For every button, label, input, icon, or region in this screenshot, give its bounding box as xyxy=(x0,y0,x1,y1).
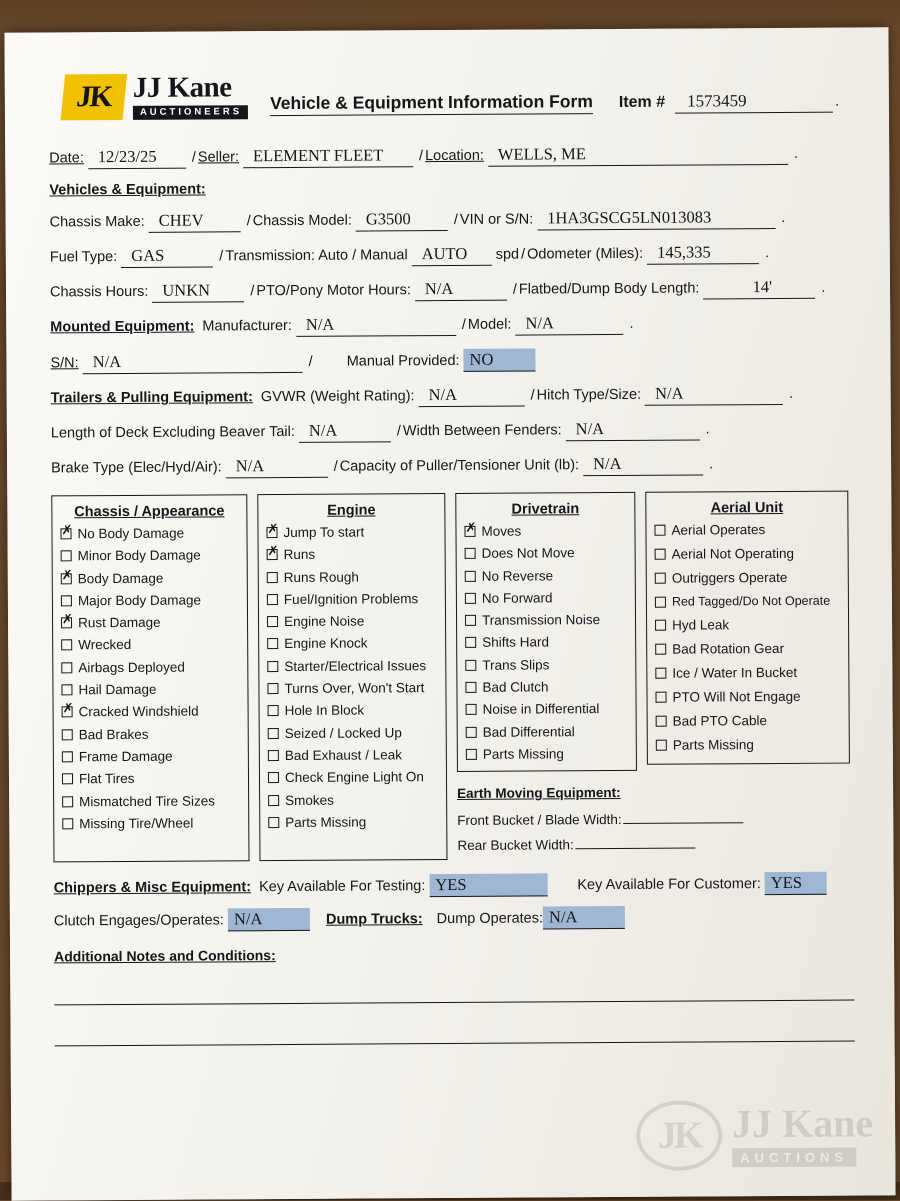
fenders-width-value[interactable]: N/A xyxy=(566,418,700,441)
fuel-type-value[interactable]: GAS xyxy=(121,245,213,268)
checkbox-icon[interactable] xyxy=(62,796,73,807)
key-testing-value[interactable]: YES xyxy=(429,873,547,897)
checkbox-row[interactable] xyxy=(465,568,627,584)
front-bucket-row xyxy=(457,809,637,828)
checkbox-row[interactable] xyxy=(267,658,437,674)
mounted-model-label: Model: xyxy=(467,316,512,333)
gvwr-label: GVWR (Weight Rating): xyxy=(260,388,415,406)
checkbox-row[interactable] xyxy=(267,569,437,585)
dump-operates-label: Dump Operates: xyxy=(436,910,544,928)
row-fuel-transmission xyxy=(50,242,850,269)
checkbox-row[interactable] xyxy=(267,636,437,652)
checkbox-row[interactable] xyxy=(466,724,628,740)
seller-label: Seller: xyxy=(197,149,240,166)
checkbox-label: Engine Noise xyxy=(283,613,365,630)
location-label: Location: xyxy=(424,147,484,165)
logo-company-tagline: AUCTIONEERS xyxy=(133,105,248,119)
checkbox-row[interactable] xyxy=(655,617,840,633)
checkbox-icon[interactable] xyxy=(62,707,73,718)
checkbox-label: Airbags Deployed xyxy=(78,659,185,676)
sep-6: / xyxy=(521,246,526,263)
sep-7: / xyxy=(250,283,255,300)
checkbox-label: No Reverse xyxy=(481,567,554,584)
sep-10: / xyxy=(308,353,313,370)
panel-title-aerial: Aerial Unit xyxy=(710,499,784,517)
dump-trucks-label: Dump Trucks: xyxy=(325,911,423,928)
checkbox-icon[interactable] xyxy=(655,644,666,655)
checkbox-row[interactable] xyxy=(62,793,240,809)
checkbox-icon[interactable] xyxy=(267,549,278,560)
checkbox-icon[interactable] xyxy=(267,661,278,672)
checkbox-label: Wrecked xyxy=(78,637,132,653)
checkbox-label: Missing Tire/Wheel xyxy=(79,815,194,832)
checkbox-row[interactable] xyxy=(465,545,627,561)
checkbox-row[interactable] xyxy=(267,591,437,607)
item-number-label: Item # xyxy=(618,93,666,111)
dot-hitch: . xyxy=(789,385,794,402)
checkbox-icon[interactable] xyxy=(268,817,279,828)
watermark-jk-icon: JK xyxy=(636,1100,722,1171)
checkbox-icon[interactable] xyxy=(655,596,666,607)
checkbox-row[interactable] xyxy=(655,570,840,586)
checkbox-label: Minor Body Damage xyxy=(77,547,201,564)
checkbox-label: Bad Clutch xyxy=(482,679,549,695)
dot-location: . xyxy=(793,145,798,162)
checkbox-row[interactable] xyxy=(655,546,840,562)
checkbox-icon[interactable] xyxy=(654,525,665,536)
key-testing-label: Key Available For Testing: xyxy=(259,878,426,896)
notes-line-1[interactable] xyxy=(54,972,854,1006)
sep-8: / xyxy=(512,281,517,298)
checkbox-row[interactable] xyxy=(656,713,841,729)
chassis-model-value[interactable]: G3500 xyxy=(356,209,448,232)
checkbox-icon[interactable] xyxy=(268,772,279,783)
checkbox-icon[interactable] xyxy=(466,749,477,760)
clutch-label: Clutch Engages/Operates: xyxy=(53,912,224,930)
checkbox-label: Fuel/Ignition Problems xyxy=(283,591,419,607)
sn-value[interactable]: N/A xyxy=(83,351,303,374)
checkbox-icon[interactable] xyxy=(62,729,73,740)
logo-company-name: JJ Kane xyxy=(132,71,232,105)
watermark-sub: AUCTIONS xyxy=(732,1147,856,1167)
checkbox-row[interactable] xyxy=(62,815,240,831)
row-mounted-equipment xyxy=(50,312,850,339)
earth-moving-title: Earth Moving Equipment: xyxy=(457,784,621,801)
section-vehicles-equipment xyxy=(49,178,849,199)
checkbox-row[interactable] xyxy=(465,612,627,628)
title-block xyxy=(270,90,849,117)
checkbox-label: Red Tagged/Do Not Operate xyxy=(671,593,831,609)
panel-title-drivetrain: Drivetrain xyxy=(511,501,580,518)
checkbox-label: Bad Differential xyxy=(482,723,575,740)
checkbox-label: Runs Rough xyxy=(283,569,359,585)
checkbox-icon[interactable] xyxy=(465,682,476,693)
checkbox-icon[interactable] xyxy=(62,818,73,829)
deck-length-label: Length of Deck Excluding Beaver Tail: xyxy=(50,423,295,442)
checkbox-row[interactable] xyxy=(61,614,239,630)
checkbox-label: Rust Damage xyxy=(78,614,161,631)
checkbox-row[interactable] xyxy=(61,659,239,675)
checkbox-row[interactable] xyxy=(61,548,239,564)
checkbox-row[interactable] xyxy=(655,594,840,609)
dump-operates-value[interactable]: N/A xyxy=(543,906,625,930)
chassis-hours-value[interactable]: UNKN xyxy=(152,280,244,303)
checkbox-row[interactable] xyxy=(465,634,627,650)
panel-chassis-appearance xyxy=(51,494,249,862)
checkbox-icon[interactable] xyxy=(268,795,279,806)
panel-engine xyxy=(257,493,447,861)
checkbox-row[interactable] xyxy=(464,523,626,539)
dot-body-length: . xyxy=(821,279,826,296)
row-hours-body xyxy=(50,277,850,304)
pto-hours-label: PTO/Pony Motor Hours: xyxy=(256,282,411,300)
chippers-label: Chippers & Misc Equipment: xyxy=(53,879,252,897)
checkbox-label: Bad Brakes xyxy=(78,726,149,742)
sep-1: / xyxy=(191,149,196,166)
drivetrain-column xyxy=(455,492,637,860)
checkbox-icon[interactable] xyxy=(60,528,71,539)
manufacturer-label: Manufacturer: xyxy=(202,317,292,335)
additional-notes-label: Additional Notes and Conditions: xyxy=(54,947,276,965)
checkbox-icon[interactable] xyxy=(267,572,278,583)
sep-5: / xyxy=(219,248,224,265)
checkbox-icon[interactable] xyxy=(655,573,666,584)
hitch-value[interactable]: N/A xyxy=(645,383,783,406)
checkbox-icon[interactable] xyxy=(655,692,666,703)
chassis-make-label: Chassis Make: xyxy=(49,213,145,231)
checkbox-label: No Forward xyxy=(481,590,553,606)
seller-value[interactable]: ELEMENT FLEET xyxy=(243,145,413,168)
checkbox-label: PTO Will Not Engage xyxy=(672,688,801,705)
checkbox-label: Parts Missing xyxy=(672,737,754,753)
checkbox-label: Trans Slips xyxy=(482,657,550,673)
hitch-label: Hitch Type/Size: xyxy=(536,386,642,404)
earth-moving-section xyxy=(457,785,637,853)
manufacturer-value[interactable]: N/A xyxy=(296,314,456,337)
checkbox-row[interactable] xyxy=(266,524,436,540)
brake-type-value[interactable]: N/A xyxy=(226,456,328,479)
odometer-value[interactable]: 145,335 xyxy=(647,242,759,265)
checkbox-row[interactable] xyxy=(61,592,239,608)
checkbox-icon[interactable] xyxy=(655,668,666,679)
item-trailing-dot: . xyxy=(835,93,840,110)
row-brake-capacity xyxy=(51,453,851,480)
watermark-name: JJ Kane xyxy=(731,1099,874,1146)
key-customer-value[interactable]: YES xyxy=(765,872,827,895)
panel-title-chassis: Chassis / Appearance xyxy=(74,503,225,521)
location-value[interactable]: WELLS, ME xyxy=(488,143,788,167)
jj-kane-logo xyxy=(63,73,248,120)
form-content xyxy=(49,68,855,1047)
checkbox-icon[interactable] xyxy=(466,704,477,715)
capacity-value[interactable]: N/A xyxy=(583,453,703,476)
checkbox-icon[interactable] xyxy=(267,594,278,605)
odometer-label: Odometer (Miles): xyxy=(527,245,644,263)
vin-label: VIN or S/N: xyxy=(459,211,534,228)
form-document xyxy=(4,27,895,1200)
checkbox-row[interactable] xyxy=(61,681,239,697)
sep-13: / xyxy=(333,458,338,475)
rear-bucket-label: Rear Bucket Width: xyxy=(457,837,574,853)
brake-type-label: Brake Type (Elec/Hyd/Air): xyxy=(51,459,222,477)
date-label: Date: xyxy=(49,150,84,167)
rear-bucket-row xyxy=(457,834,637,853)
checkbox-row[interactable] xyxy=(655,689,840,705)
sep-9: / xyxy=(461,316,466,333)
checkbox-label: Parts Missing xyxy=(482,746,564,762)
row-date-seller-location xyxy=(49,143,849,170)
checkbox-label: Aerial Not Operating xyxy=(671,545,794,562)
gvwr-value[interactable]: N/A xyxy=(418,385,524,408)
checkbox-icon[interactable] xyxy=(465,570,476,581)
checkbox-row[interactable] xyxy=(466,701,628,717)
checkbox-row[interactable] xyxy=(655,665,840,681)
panel-aerial-unit xyxy=(645,491,850,765)
front-bucket-label: Front Bucket / Blade Width: xyxy=(457,811,622,828)
checkbox-icon[interactable] xyxy=(61,640,72,651)
checkbox-row[interactable] xyxy=(267,613,437,629)
checkbox-row[interactable] xyxy=(655,641,840,657)
body-length-label: Flatbed/Dump Body Length: xyxy=(518,280,700,298)
logo-text xyxy=(133,73,248,119)
form-header xyxy=(49,68,849,135)
row-chippers xyxy=(54,872,854,900)
transmission-label: Transmission: Auto / Manual xyxy=(225,247,408,265)
notes-line-2[interactable] xyxy=(54,1013,854,1047)
checkbox-label: Flat Tires xyxy=(78,771,135,787)
checkbox-icon[interactable] xyxy=(62,751,73,762)
checkbox-row[interactable] xyxy=(465,657,627,673)
checkbox-label: Shifts Hard xyxy=(482,634,550,651)
checkbox-label: Moves xyxy=(481,523,522,539)
checkbox-row[interactable] xyxy=(654,522,839,538)
checkbox-label: Hole In Block xyxy=(284,702,365,719)
checkbox-icon[interactable] xyxy=(466,727,477,738)
sep-3: / xyxy=(246,213,251,230)
dot-model: . xyxy=(629,315,634,332)
clutch-value[interactable]: N/A xyxy=(228,908,310,932)
checkbox-label: Check Engine Light On xyxy=(284,769,424,786)
front-bucket-value[interactable] xyxy=(624,808,744,824)
fuel-type-label: Fuel Type: xyxy=(49,249,118,266)
checkbox-row[interactable] xyxy=(62,748,240,764)
jk-monogram-icon: JK xyxy=(61,74,128,120)
dot-capacity: . xyxy=(709,456,714,473)
pto-hours-value[interactable]: N/A xyxy=(415,279,507,302)
checkbox-row[interactable] xyxy=(268,702,438,718)
vin-value[interactable]: 1HA3GSCG5LN013083 xyxy=(537,207,775,230)
checkbox-label: Cracked Windshield xyxy=(78,703,199,720)
checkbox-row[interactable] xyxy=(465,679,627,695)
mounted-model-value[interactable]: N/A xyxy=(515,313,623,336)
checkbox-row[interactable] xyxy=(465,590,627,606)
checkbox-label: Starter/Electrical Issues xyxy=(284,657,427,674)
checkbox-icon[interactable] xyxy=(61,662,72,673)
checkbox-icon[interactable] xyxy=(268,705,279,716)
dot-vin: . xyxy=(781,209,786,226)
section-mounted-label: Mounted Equipment: xyxy=(50,318,195,336)
checkbox-icon[interactable] xyxy=(465,548,476,559)
checkbox-label: Does Not Move xyxy=(481,545,575,562)
sn-label: S/N: xyxy=(50,355,79,372)
checkbox-row[interactable] xyxy=(268,747,438,763)
checkbox-icon[interactable] xyxy=(465,593,476,604)
checkbox-icon[interactable] xyxy=(465,637,476,648)
sep-11: / xyxy=(530,387,535,404)
checkbox-row[interactable] xyxy=(62,704,240,720)
page-title: Vehicle & Equipment Information Form xyxy=(270,91,593,116)
deck-length-value[interactable]: N/A xyxy=(299,420,391,443)
checkbox-icon[interactable] xyxy=(465,615,476,626)
checkbox-label: Mismatched Tire Sizes xyxy=(79,793,215,809)
checkbox-label: Smokes xyxy=(285,792,334,808)
speed-label: spd xyxy=(495,246,520,263)
inspection-checklists xyxy=(51,491,853,863)
panel-title-engine: Engine xyxy=(327,502,376,519)
checkbox-label: Noise in Differential xyxy=(482,701,600,718)
checkbox-icon[interactable] xyxy=(465,660,476,671)
checkbox-row[interactable] xyxy=(656,737,841,753)
checkbox-label: Engine Knock xyxy=(284,635,368,652)
row-clutch-dump xyxy=(54,905,854,933)
checkbox-icon[interactable] xyxy=(267,683,278,694)
checkbox-label: Transmission Noise xyxy=(481,612,601,628)
checkbox-label: Hyd Leak xyxy=(672,617,730,633)
checkbox-icon[interactable] xyxy=(266,527,277,538)
checkbox-label: Aerial Operates xyxy=(671,522,766,538)
sep-4: / xyxy=(453,211,458,228)
checkbox-row[interactable] xyxy=(62,726,240,742)
checkbox-icon[interactable] xyxy=(268,728,279,739)
checkbox-label: Bad PTO Cable xyxy=(672,713,768,729)
checkbox-row[interactable] xyxy=(267,546,437,562)
jj-kane-watermark xyxy=(636,1099,874,1170)
chassis-hours-label: Chassis Hours: xyxy=(49,283,149,301)
transmission-value[interactable]: AUTO xyxy=(412,244,492,266)
checkbox-icon[interactable] xyxy=(656,716,667,727)
row-trailers xyxy=(51,383,851,410)
dot-fenders: . xyxy=(705,421,710,438)
checkbox-row[interactable] xyxy=(60,525,238,541)
item-number-value: 1573459 xyxy=(675,91,833,114)
checkbox-label: Parts Missing xyxy=(285,814,367,830)
chassis-make-value[interactable]: CHEV xyxy=(149,210,241,233)
checkbox-row[interactable] xyxy=(268,769,438,785)
checkbox-label: Body Damage xyxy=(77,570,164,586)
checkbox-icon[interactable] xyxy=(656,740,667,751)
bottom-section xyxy=(54,872,855,1047)
rear-bucket-value[interactable] xyxy=(576,833,696,849)
manual-provided-value[interactable]: NO xyxy=(463,348,535,371)
checkbox-label: Jump To start xyxy=(283,524,365,541)
checkbox-row[interactable] xyxy=(268,792,438,808)
checkbox-icon[interactable] xyxy=(655,620,666,631)
checkbox-label: No Body Damage xyxy=(77,525,185,542)
row-deck-fenders xyxy=(51,418,851,445)
dot-odometer: . xyxy=(765,245,770,262)
section-trailers-label: Trailers & Pulling Equipment: xyxy=(50,389,253,407)
checkbox-row[interactable] xyxy=(61,637,239,653)
watermark-text xyxy=(731,1099,874,1167)
checkbox-label: Outriggers Operate xyxy=(671,569,788,586)
checkbox-row[interactable] xyxy=(62,771,240,787)
sep-2: / xyxy=(418,148,424,165)
checkbox-icon[interactable] xyxy=(464,526,475,537)
key-customer-label: Key Available For Customer: xyxy=(577,876,761,894)
checkbox-icon[interactable] xyxy=(267,616,278,627)
checkbox-label: Turns Over, Won't Start xyxy=(284,680,425,697)
checkbox-icon[interactable] xyxy=(61,617,72,628)
section-vehicles-label: Vehicles & Equipment: xyxy=(49,181,206,199)
sep-12: / xyxy=(396,423,401,440)
capacity-label: Capacity of Puller/Tensioner Unit (lb): xyxy=(339,457,580,475)
checkbox-icon[interactable] xyxy=(61,573,72,584)
checkbox-label: Major Body Damage xyxy=(77,592,202,609)
checkbox-label: Bad Exhaust / Leak xyxy=(284,747,402,763)
fenders-width-label: Width Between Fenders: xyxy=(402,422,562,440)
checkbox-icon[interactable] xyxy=(655,549,666,560)
checkbox-icon[interactable] xyxy=(61,551,72,562)
checkbox-label: Hail Damage xyxy=(78,681,157,698)
checkbox-row[interactable] xyxy=(267,680,437,696)
manual-provided-label: Manual Provided: xyxy=(346,352,460,370)
checkbox-label: Bad Rotation Gear xyxy=(672,640,785,657)
checkbox-row[interactable] xyxy=(268,814,438,830)
checkbox-icon[interactable] xyxy=(268,750,279,761)
body-length-value[interactable]: 14' xyxy=(703,277,815,300)
checkbox-label: Ice / Water In Bucket xyxy=(672,664,798,681)
checkbox-icon[interactable] xyxy=(61,595,72,606)
checkbox-label: Frame Damage xyxy=(78,748,173,765)
date-value[interactable]: 12/23/25 xyxy=(88,147,186,170)
checkbox-icon[interactable] xyxy=(62,774,73,785)
checkbox-row[interactable] xyxy=(466,746,628,762)
row-sn-manual xyxy=(50,347,850,375)
checkbox-label: Seized / Locked Up xyxy=(284,724,402,741)
checkbox-icon[interactable] xyxy=(61,684,72,695)
checkbox-label: Runs xyxy=(283,547,316,563)
checkbox-row[interactable] xyxy=(268,725,438,741)
checkbox-icon[interactable] xyxy=(267,639,278,650)
panel-drivetrain xyxy=(455,492,637,772)
chassis-model-label: Chassis Model: xyxy=(252,212,352,230)
checkbox-row[interactable] xyxy=(61,570,239,586)
row-chassis xyxy=(50,207,850,234)
